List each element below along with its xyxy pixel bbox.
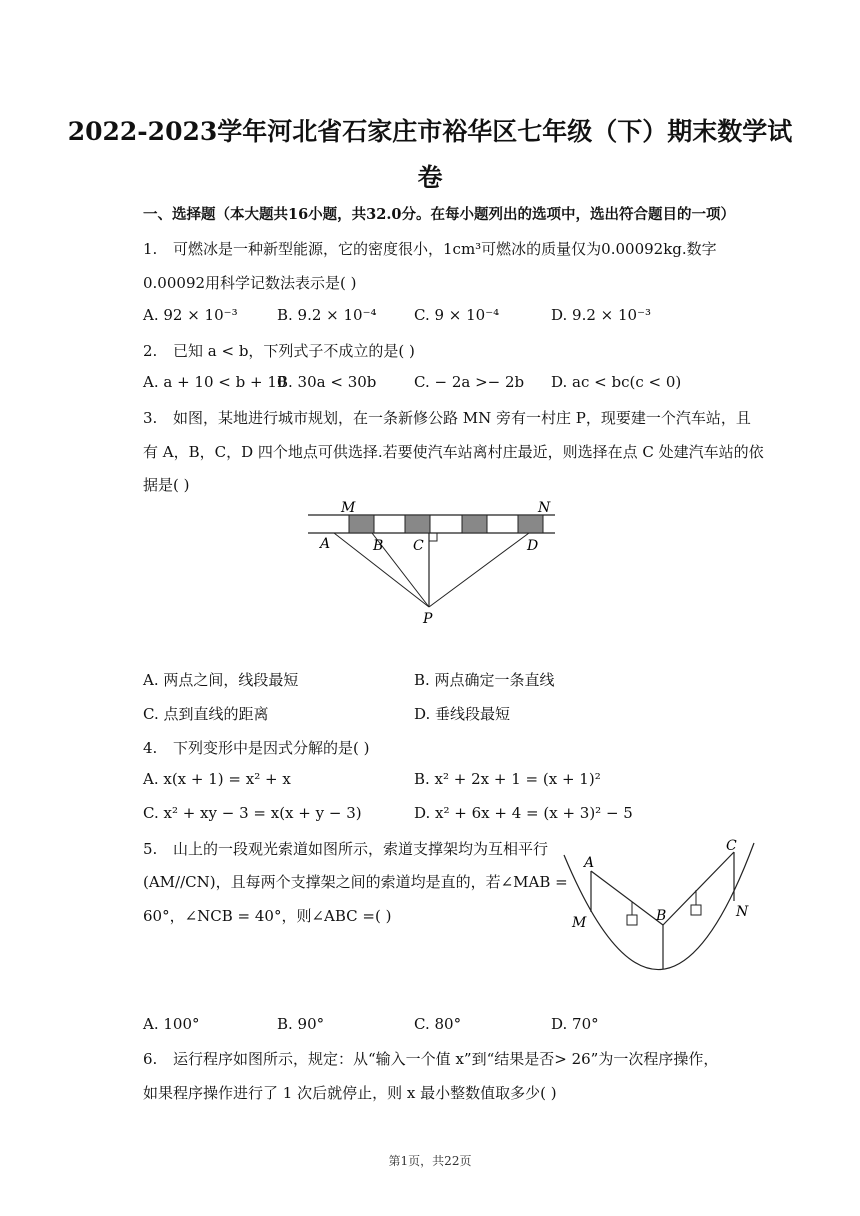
q4-number: 4. (143, 739, 158, 757)
road-block (349, 515, 374, 533)
q6-text1: 运行程序如图所示，规定：从“输入一个值 x”到“结果是否> 26”为一次程序操作， (173, 1050, 719, 1068)
q2-option-b: B. 30a < 30b (277, 373, 377, 391)
q3-option-b: B. 两点确定一条直线 (414, 671, 555, 689)
label-m: M (341, 500, 356, 516)
q3-number: 3. (143, 409, 158, 427)
cabin-left (627, 915, 637, 925)
q3-line3: 据是( ) (143, 476, 190, 494)
q2-option-c: C. − 2a >− 2b (414, 373, 525, 391)
q1-number: 1. (143, 240, 158, 258)
q5-text1: 山上的一段观光索道如图所示，索道支撑架均为互相平行 (173, 840, 549, 858)
q1-text1: 可燃冰是一种新型能源，它的密度很小，1cm³可燃冰的质量仅为0.00092kg.数字 (173, 240, 717, 258)
q1-line1 (143, 238, 717, 259)
section-heading: 一、选择题（本大题共16小题，共32.0分。在每小题列出的选项中，选出符合题目的一项） (143, 206, 735, 223)
q1-option-c: C. 9 × 10⁻⁴ (414, 306, 500, 324)
q5-line2: (AM//CN)，且每两个支撑架之间的索道均是直的，若∠MAB = (143, 873, 568, 891)
q1-option-a: A. 92 × 10⁻³ (143, 306, 238, 324)
segment-pd (429, 533, 529, 607)
q3-line1 (143, 407, 751, 428)
q2-option-a: A. a + 10 < b + 10 (143, 373, 287, 391)
label-n: N (538, 500, 551, 516)
q4-option-b: B. x² + 2x + 1 = (x + 1)² (414, 770, 601, 788)
label-b: B (373, 538, 384, 554)
q3-option-c: C. 点到直线的距离 (143, 705, 269, 723)
q3-text1: 如图，某地进行城市规划，在一条新修公路 MN 旁有一村庄 P，现要建一个汽车站，且 (173, 409, 751, 427)
right-angle-mark (429, 533, 437, 541)
road-block (462, 515, 487, 533)
q3-line2: 有 A，B，C，D 四个地点可供选择.若要使汽车站离村庄最近，则选择在点 C 处建汽车站的依 (143, 443, 764, 461)
q4-option-a: A. x(x + 1) = x² + x (143, 770, 291, 788)
label-d: D (527, 538, 539, 554)
q1-option-b: B. 9.2 × 10⁻⁴ (277, 306, 377, 324)
road-block (518, 515, 543, 533)
q6-number: 6. (143, 1050, 158, 1068)
q2-text1: 已知 a < b，下列式子不成立的是( ) (173, 342, 415, 360)
label-c: C (726, 838, 737, 854)
exam-title-line1: 2022-2023学年河北省石家庄市裕华区七年级（下）期末数学试 (67, 117, 793, 146)
q5-number: 5. (143, 840, 158, 858)
road-village-figure (300, 495, 570, 630)
label-m: M (572, 915, 587, 931)
q1-line2: 0.00092用科学记数法表示是( ) (143, 274, 357, 292)
label-a: A (320, 536, 331, 552)
q5-line1 (143, 838, 548, 859)
q5-option-d: D. 70° (551, 1015, 599, 1033)
cabin-right (691, 905, 701, 915)
q2-number: 2. (143, 342, 158, 360)
q5-option-a: A. 100° (143, 1015, 200, 1033)
road-block (405, 515, 430, 533)
label-a: A (584, 855, 595, 871)
q4-line1 (143, 737, 369, 758)
cableway-figure (560, 835, 760, 975)
label-c: C (413, 538, 424, 554)
q5-option-b: B. 90° (277, 1015, 325, 1033)
q5-line3: 60°，∠NCB = 40°，则∠ABC =( ) (143, 907, 392, 925)
label-b: B (656, 908, 667, 924)
page-footer: 第1页，共22页 (388, 1154, 472, 1168)
q6-line1 (143, 1048, 718, 1069)
q6-line2: 如果程序操作进行了 1 次后就停止，则 x 最小整数值取多少( ) (143, 1084, 557, 1102)
q4-option-d: D. x² + 6x + 4 = (x + 3)² − 5 (414, 804, 633, 822)
q2-line1 (143, 340, 415, 361)
q3-option-a: A. 两点之间，线段最短 (143, 671, 299, 689)
q1-option-d: D. 9.2 × 10⁻³ (551, 306, 652, 324)
q5-option-c: C. 80° (414, 1015, 462, 1033)
q4-option-c: C. x² + xy − 3 = x(x + y − 3) (143, 804, 362, 822)
exam-title-line2: 卷 (417, 163, 443, 192)
q2-option-d: D. ac < bc(c < 0) (551, 373, 682, 391)
q3-option-d: D. 垂线段最短 (414, 705, 511, 723)
label-n: N (736, 904, 749, 920)
label-p: P (423, 611, 433, 627)
q4-text1: 下列变形中是因式分解的是( ) (173, 739, 370, 757)
